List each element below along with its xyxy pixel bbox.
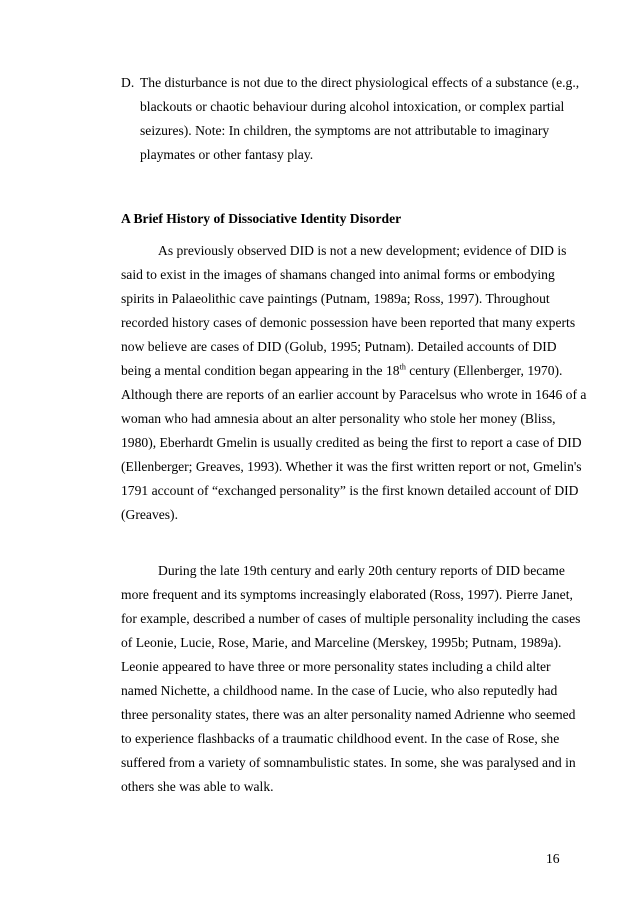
paragraph-line: to experience flashbacks of a traumatic childhood event. In the case of Rose, she: [121, 731, 560, 746]
paragraph-line: [121, 363, 562, 379]
paragraph-line: As previously observed DID is not a new development; evidence of DID is: [158, 243, 567, 258]
item-d-line: playmates or other fantasy play.: [140, 147, 314, 162]
paragraph-line: three personality states, there was an alter personality named Adrienne who seemed: [121, 707, 576, 722]
paragraph-line: Leonie appeared to have three or more personality states including a child alter: [121, 659, 551, 674]
section-heading: A Brief History of Dissociative Identity Disorder: [121, 211, 402, 226]
item-d-line: The disturbance is not due to the direct physiological effects of a substance (e.g.,: [140, 75, 580, 90]
paragraph-line: others she was able to walk.: [121, 779, 274, 794]
paragraph-text: being a mental condition began appearing in the 18: [121, 363, 400, 378]
paragraph-line: suffered from a variety of somnambulistic states. In some, she was paralysed and in: [121, 755, 576, 770]
paragraph-line: 1791 account of “exchanged personality” is the first known detailed account of DID: [121, 483, 579, 498]
item-d-line: seizures). Note: In children, the symptoms are not attributable to imaginary: [140, 123, 550, 138]
paragraph-line: now believe are cases of DID (Golub, 1995; Putnam). Detailed accounts of DID: [121, 339, 557, 354]
paragraph-line: of Leonie, Lucie, Rose, Marie, and Marceline (Merskey, 1995b; Putnam, 1989a).: [121, 635, 562, 650]
paragraph-line: named Nichette, a childhood name. In the case of Lucie, who also reputedly had: [121, 683, 558, 698]
item-d-marker: D.: [121, 75, 135, 90]
item-d-line: blackouts or chaotic behaviour during alcohol intoxication, or complex partial: [140, 99, 565, 114]
paragraph-line: During the late 19th century and early 20th century reports of DID became: [158, 563, 565, 578]
paragraph-line: for example, described a number of cases of multiple personality including the cases: [121, 611, 581, 626]
paragraph-line: said to exist in the images of shamans changed into animal forms or embodying: [121, 267, 555, 282]
paragraph-line: more frequent and its symptoms increasingly elaborated (Ross, 1997). Pierre Janet,: [121, 587, 573, 602]
paragraph-line: (Greaves).: [121, 507, 178, 522]
paragraph-line: recorded history cases of demonic possession have been reported that many experts: [121, 315, 576, 330]
ordinal-superscript: th: [399, 362, 406, 372]
page-number: 16: [546, 851, 560, 866]
paragraph-line: woman who had amnesia about an alter personality who stole her money (Bliss,: [121, 411, 556, 426]
paragraph-line: Although there are reports of an earlier account by Paracelsus who wrote in 1646 of a: [121, 387, 587, 402]
paragraph-line: (Ellenberger; Greaves, 1993). Whether it was the first written report or not, Gmelin's: [121, 459, 582, 474]
paragraph-line: 1980), Eberhardt Gmelin is usually credited as being the first to report a case of DID: [121, 435, 582, 450]
paragraph-line: spirits in Palaeolithic cave paintings (Putnam, 1989a; Ross, 1997). Throughout: [121, 291, 550, 306]
paragraph-text: century (Ellenberger, 1970).: [405, 363, 563, 378]
